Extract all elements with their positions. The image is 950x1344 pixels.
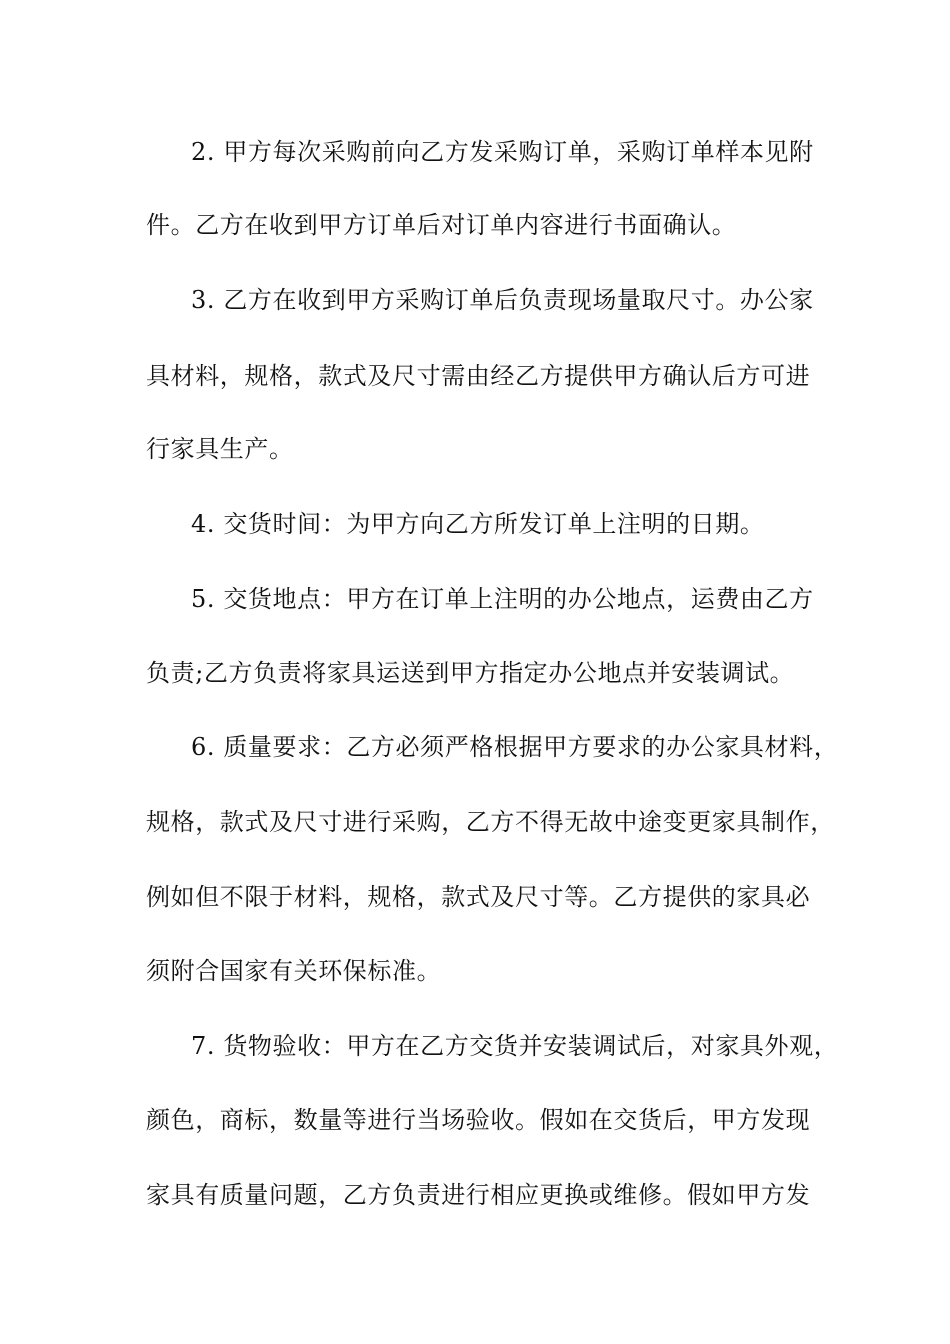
paragraph-5-line-1: 5. 交货地点：甲方在订单上注明的办公地点，运费由乙方 <box>191 585 814 613</box>
paragraph-2-line-1: 2. 甲方每次采购前向乙方发采购订单，采购订单样本见附 <box>191 138 814 166</box>
paragraph-6-line-4: 须附合国家有关环保标准。 <box>146 957 442 985</box>
paragraph-3-line-3: 行家具生产。 <box>146 435 294 463</box>
paragraph-6-line-2: 规格，款式及尺寸进行采购，乙方不得无故中途变更家具制作， <box>146 808 835 836</box>
paragraph-5-line-2: 负责;乙方负责将家具运送到甲方指定办公地点并安装调试。 <box>146 659 795 687</box>
paragraph-6-line-1: 6. 质量要求：乙方必须严格根据甲方要求的办公家具材料， <box>191 733 839 761</box>
paragraph-7-line-3: 家具有质量问题，乙方负责进行相应更换或维修。假如甲方发 <box>146 1181 811 1209</box>
paragraph-2-line-2: 件。乙方在收到甲方订单后对订单内容进行书面确认。 <box>146 211 737 239</box>
paragraph-7-line-1: 7. 货物验收：甲方在乙方交货并安装调试后，对家具外观， <box>191 1032 839 1060</box>
paragraph-7-line-2: 颜色，商标，数量等进行当场验收。假如在交货后，甲方发现 <box>146 1106 811 1134</box>
paragraph-3-line-2: 具材料，规格，款式及尺寸需由经乙方提供甲方确认后方可进 <box>146 362 811 390</box>
paragraph-3-line-1: 3. 乙方在收到甲方采购订单后负责现场量取尺寸。办公家 <box>191 286 814 314</box>
paragraph-6-line-3: 例如但不限于材料，规格，款式及尺寸等。乙方提供的家具必 <box>146 883 811 911</box>
paragraph-4-line-1: 4. 交货时间：为甲方向乙方所发订单上注明的日期。 <box>191 510 765 538</box>
